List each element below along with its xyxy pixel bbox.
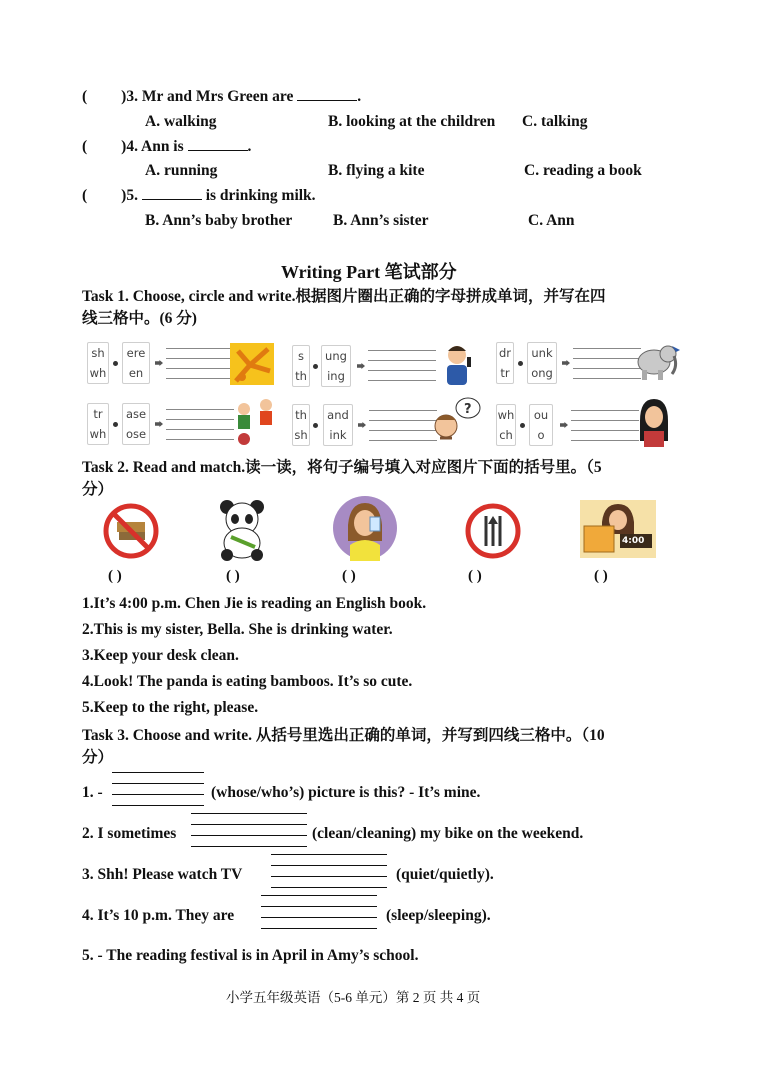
thinking-man-icon bbox=[430, 396, 482, 451]
answer-line[interactable] bbox=[261, 928, 377, 929]
four-line-grid[interactable] bbox=[573, 348, 641, 378]
sentence: 2.This is my sister, Bella. She is drinking water. bbox=[82, 621, 393, 638]
task3-item-3-prefix: 3. Shh! Please watch TV bbox=[82, 866, 243, 883]
arrow-icon bbox=[155, 421, 163, 427]
option-b: B. Ann’s sister bbox=[333, 212, 429, 229]
grid-line bbox=[271, 865, 387, 866]
letter-choice-box[interactable]: ung ing bbox=[321, 345, 351, 387]
crossroads-icon bbox=[228, 341, 276, 392]
clock-reading-icon bbox=[580, 500, 656, 558]
task3-item-3-suffix: (quiet/quietly). bbox=[396, 866, 494, 883]
letter-choice-box[interactable]: ere en bbox=[122, 342, 150, 384]
letter-choice-box[interactable]: ase ose bbox=[122, 403, 150, 445]
task3-item-2-prefix: 2. I sometimes bbox=[82, 825, 177, 842]
four-line-grid[interactable] bbox=[166, 409, 234, 439]
option-a: B. Ann’s baby brother bbox=[145, 212, 293, 229]
no-books-sign-icon bbox=[102, 502, 160, 565]
dot bbox=[518, 361, 523, 366]
four-line-grid bbox=[261, 895, 377, 896]
four-line-grid bbox=[191, 813, 307, 814]
task3-item-1-suffix: (whose/who’s) picture is this? - It’s mine. bbox=[211, 784, 481, 801]
children-chasing-icon bbox=[232, 397, 278, 452]
clock-time: 4:00 bbox=[622, 536, 645, 546]
letter-choice-box[interactable]: tr wh bbox=[87, 403, 109, 445]
option-c: C. reading a book bbox=[524, 162, 642, 179]
task2-title: Task 2. Read and match.读一读，将句子编号填入对应图片下面的括号里。（5 bbox=[82, 459, 602, 476]
option-b: B. looking at the children bbox=[328, 113, 496, 130]
four-line-grid[interactable] bbox=[369, 410, 437, 440]
letter-choice-box[interactable]: unk ong bbox=[527, 342, 557, 384]
task3-item-4-suffix: (sleep/sleeping). bbox=[386, 907, 491, 924]
dot bbox=[113, 361, 118, 366]
answer-blank[interactable] bbox=[297, 89, 357, 101]
four-line-grid bbox=[112, 772, 204, 773]
dot bbox=[520, 423, 525, 428]
four-line-grid bbox=[271, 854, 387, 855]
answer-line[interactable] bbox=[191, 846, 307, 847]
answer-blank[interactable] bbox=[142, 188, 202, 200]
task1-title: Task 1. Choose, circle and write.根据图片圈出正确的字母拼成单词，并写在四 bbox=[82, 288, 606, 305]
sentence: 3.Keep your desk clean. bbox=[82, 647, 239, 664]
answer-paren[interactable]: ( ) bbox=[468, 568, 482, 584]
singing-man-icon bbox=[437, 343, 481, 392]
task3-title-cont: 分） bbox=[82, 749, 114, 766]
option-b: B. flying a kite bbox=[328, 162, 425, 179]
letter-choice-box[interactable]: s th bbox=[292, 345, 310, 387]
girl-icon bbox=[636, 397, 672, 452]
grid-line bbox=[271, 876, 387, 877]
letter-choice-box[interactable]: and ink bbox=[323, 404, 353, 446]
sentence: 1.It’s 4:00 p.m. Chen Jie is reading an English book. bbox=[82, 595, 427, 612]
page-footer: 小学五年级英语（5-6 单元）第 2 页 共 4 页 bbox=[226, 990, 481, 1005]
task3-item-2-suffix: (clean/cleaning) my bike on the weekend. bbox=[312, 825, 584, 842]
keep-right-sign-icon bbox=[464, 502, 522, 565]
svg-text:?: ? bbox=[464, 402, 472, 417]
option-c: C. talking bbox=[522, 113, 588, 130]
question-4: ( )4. Ann is . bbox=[82, 138, 252, 155]
grid-line bbox=[261, 917, 377, 918]
sentence: 5.Keep to the right, please. bbox=[82, 699, 259, 716]
answer-line[interactable] bbox=[112, 805, 204, 806]
grid-line bbox=[112, 783, 204, 784]
letter-choice-box[interactable]: wh ch bbox=[496, 404, 516, 446]
letter-choice-box[interactable]: ou o bbox=[529, 404, 553, 446]
girl-drinking-icon bbox=[332, 495, 398, 566]
dot bbox=[113, 422, 118, 427]
task2-title-cont: 分） bbox=[82, 481, 114, 498]
four-line-grid[interactable] bbox=[368, 350, 436, 380]
grid-line bbox=[112, 794, 204, 795]
dot bbox=[313, 364, 318, 369]
answer-paren[interactable]: ( ) bbox=[594, 568, 608, 584]
answer-paren[interactable]: ( ) bbox=[108, 568, 122, 584]
panda-icon bbox=[215, 497, 271, 566]
question-3: ( )3. Mr and Mrs Green are . bbox=[82, 88, 362, 105]
arrow-icon bbox=[155, 360, 163, 366]
letter-choice-box[interactable]: sh wh bbox=[87, 342, 109, 384]
arrow-icon bbox=[357, 363, 365, 369]
task1-title-cont: 线三格中。(6 分) bbox=[82, 310, 197, 327]
answer-paren[interactable]: ( ) bbox=[226, 568, 240, 584]
answer-line[interactable] bbox=[271, 887, 387, 888]
arrow-icon bbox=[358, 422, 366, 428]
task3-item-4-prefix: 4. It’s 10 p.m. They are bbox=[82, 907, 235, 924]
arrow-icon bbox=[560, 422, 568, 428]
grid-line bbox=[261, 906, 377, 907]
dot bbox=[313, 423, 318, 428]
task3-item-5: 5. - The reading festival is in April in Amy’s school. bbox=[82, 947, 419, 964]
grid-line bbox=[191, 824, 307, 825]
letter-choice-box[interactable]: th sh bbox=[292, 404, 310, 446]
arrow-icon bbox=[562, 360, 570, 366]
grid-line bbox=[191, 835, 307, 836]
option-a: A. walking bbox=[145, 113, 217, 130]
task3-title: Task 3. Choose and write. 从括号里选出正确的单词，并写到四线三格中。（10 bbox=[82, 727, 605, 744]
elephant-icon bbox=[632, 340, 680, 387]
option-a: A. running bbox=[145, 162, 218, 179]
sentence: 4.Look! The panda is eating bamboos. It’s so cute. bbox=[82, 673, 413, 690]
answer-paren[interactable]: ( ) bbox=[342, 568, 356, 584]
answer-blank[interactable] bbox=[188, 139, 248, 151]
question-5: ( )5. is drinking milk. bbox=[82, 187, 316, 204]
section-title: Writing Part 笔试部分 bbox=[281, 262, 457, 282]
option-c: C. Ann bbox=[528, 212, 575, 229]
four-line-grid[interactable] bbox=[571, 410, 639, 440]
four-line-grid[interactable] bbox=[166, 348, 234, 378]
task3-item-1-prefix: 1. - bbox=[82, 784, 103, 801]
letter-choice-box[interactable]: dr tr bbox=[496, 342, 514, 384]
